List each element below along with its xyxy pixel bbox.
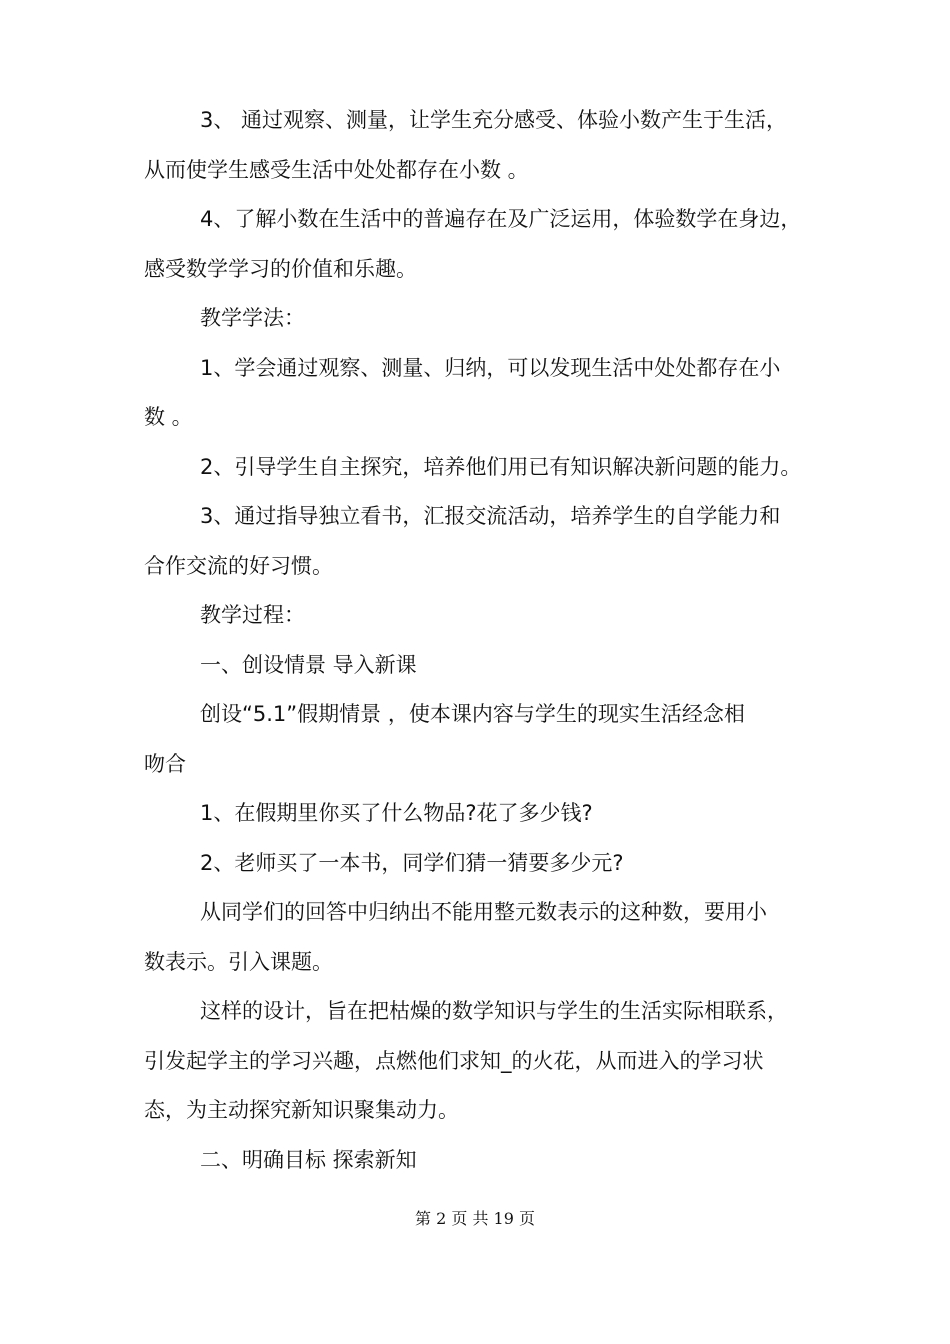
text-line: 数 。 <box>144 405 193 429</box>
text-line: 2、引导学生自主探究，培养他们用已有知识解决新问题的能力。 <box>200 454 802 479</box>
text-line: 从而使学生感受生活中处处都存在小数 。 <box>144 157 529 182</box>
text-line: 2、老师买了一本书，同学们猜一猜要多少元? <box>200 850 624 875</box>
text-line: 创设“5.1”假期情景 ，使本课内容与学生的现实生活经念相 <box>200 702 745 726</box>
text-line: 合作交流的好习惯。 <box>144 553 333 578</box>
text-line: 教学过程： <box>200 603 305 627</box>
text-line: 引发起学主的学习兴趣，点燃他们求知_的火花，从而进入的学习状 <box>144 1048 764 1073</box>
text-line: 二、明确目标 探索新知 <box>200 1147 417 1172</box>
text-line: 3、 通过观察、测量，让学生充分感受、体验小数产生于生活， <box>200 108 788 132</box>
text-line: 感受数学学习的价值和乐趣。 <box>144 256 417 281</box>
text-line: 这样的设计，旨在把枯燥的数学知识与学生的生活实际相联系， <box>200 999 788 1023</box>
text-line: 从同学们的回答中归纳出不能用整元数表示的这种数，要用小 <box>200 900 767 924</box>
text-line: 3、通过指导独立看书，汇报交流活动，培养学生的自学能力和 <box>200 504 781 528</box>
text-line: 吻合 <box>144 751 186 776</box>
text-line: 教学学法： <box>200 306 305 330</box>
text-line: 一、创设情景 导入新课 <box>200 652 417 677</box>
text-line: 1、在假期里你买了什么物品?花了多少钱? <box>200 801 593 825</box>
text-line: 1、学会通过观察、测量、归纳，可以发现生活中处处都存在小 <box>200 355 781 380</box>
text-line: 态，为主动探究新知识聚集动力。 <box>144 1098 459 1122</box>
text-line: 数表示。引入课题。 <box>144 949 333 974</box>
text-line: 4、了解小数在生活中的普遍存在及广泛运用，体验数学在身边， <box>200 207 802 231</box>
page-footer: 第 2 页 共 19 页 <box>415 1209 535 1228</box>
document-body <box>144 96 824 1185</box>
